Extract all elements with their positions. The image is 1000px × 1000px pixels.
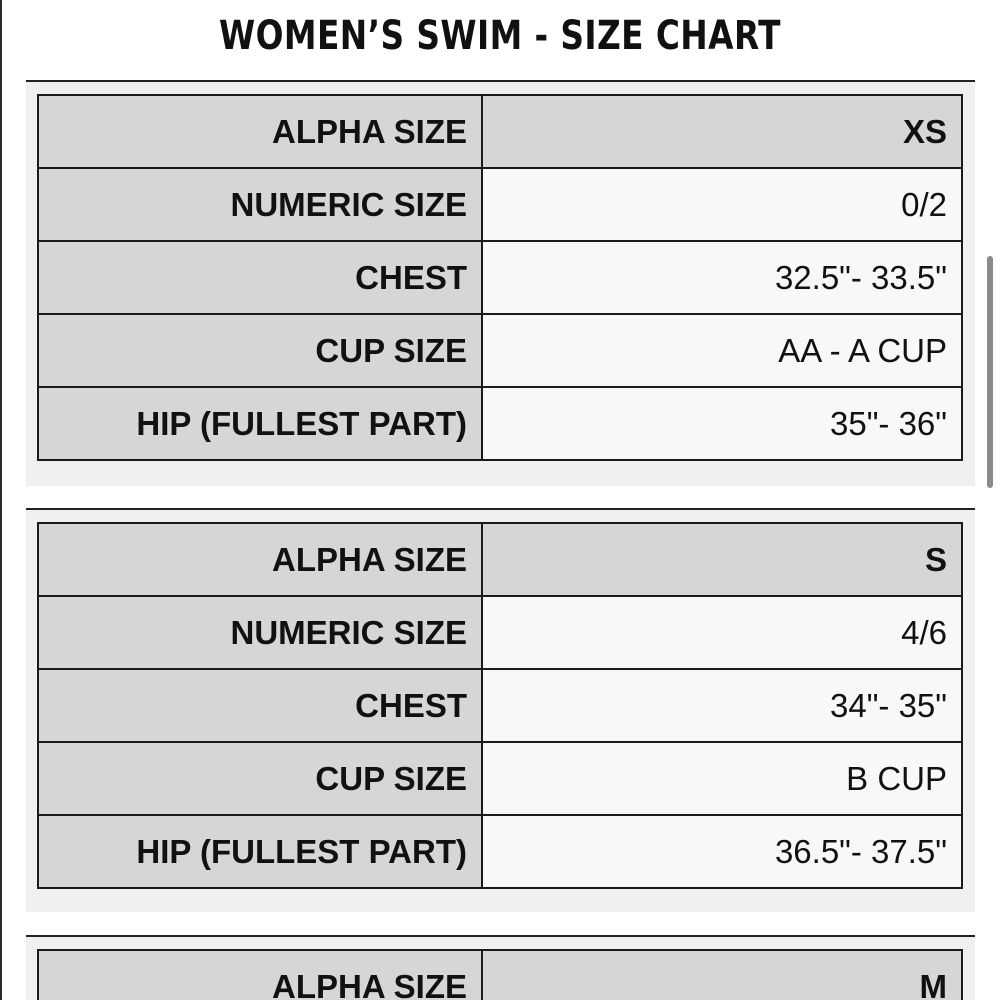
hip-label: HIP (FULLEST PART) (38, 387, 482, 460)
table-row (38, 742, 962, 815)
hip-value: 36.5"- 37.5" (482, 815, 962, 888)
numeric-size-value: 4/6 (482, 596, 962, 669)
size-card-m (26, 935, 975, 1000)
cup-size-label: CUP SIZE (38, 314, 482, 387)
alpha-size-value: XS (482, 95, 962, 168)
table-row (38, 815, 962, 888)
hip-label: HIP (FULLEST PART) (38, 815, 482, 888)
window-edge (0, 0, 2, 1000)
table-row (38, 95, 962, 168)
numeric-size-label: NUMERIC SIZE (38, 596, 482, 669)
size-table-s (37, 522, 963, 889)
table-row (38, 950, 962, 1000)
chest-value: 34"- 35" (482, 669, 962, 742)
hip-value: 35"- 36" (482, 387, 962, 460)
size-table-xs (37, 94, 963, 461)
size-table-m (37, 949, 963, 1000)
page-title: WOMEN’S SWIM - SIZE CHART (219, 13, 781, 59)
numeric-size-value: 0/2 (482, 168, 962, 241)
alpha-size-label: ALPHA SIZE (38, 950, 482, 1000)
size-card-xs (26, 80, 975, 486)
cup-size-label: CUP SIZE (38, 742, 482, 815)
table-row (38, 168, 962, 241)
table-row (38, 596, 962, 669)
table-row (38, 669, 962, 742)
chest-value: 32.5"- 33.5" (482, 241, 962, 314)
alpha-size-value: S (482, 523, 962, 596)
size-card-s (26, 508, 975, 912)
chest-label: CHEST (38, 241, 482, 314)
numeric-size-label: NUMERIC SIZE (38, 168, 482, 241)
table-row (38, 387, 962, 460)
vertical-scrollbar[interactable] (987, 256, 993, 488)
alpha-size-label: ALPHA SIZE (38, 523, 482, 596)
cup-size-value: AA - A CUP (482, 314, 962, 387)
cup-size-value: B CUP (482, 742, 962, 815)
alpha-size-value: M (482, 950, 962, 1000)
table-row (38, 314, 962, 387)
chest-label: CHEST (38, 669, 482, 742)
alpha-size-label: ALPHA SIZE (38, 95, 482, 168)
table-row (38, 241, 962, 314)
table-row (38, 523, 962, 596)
